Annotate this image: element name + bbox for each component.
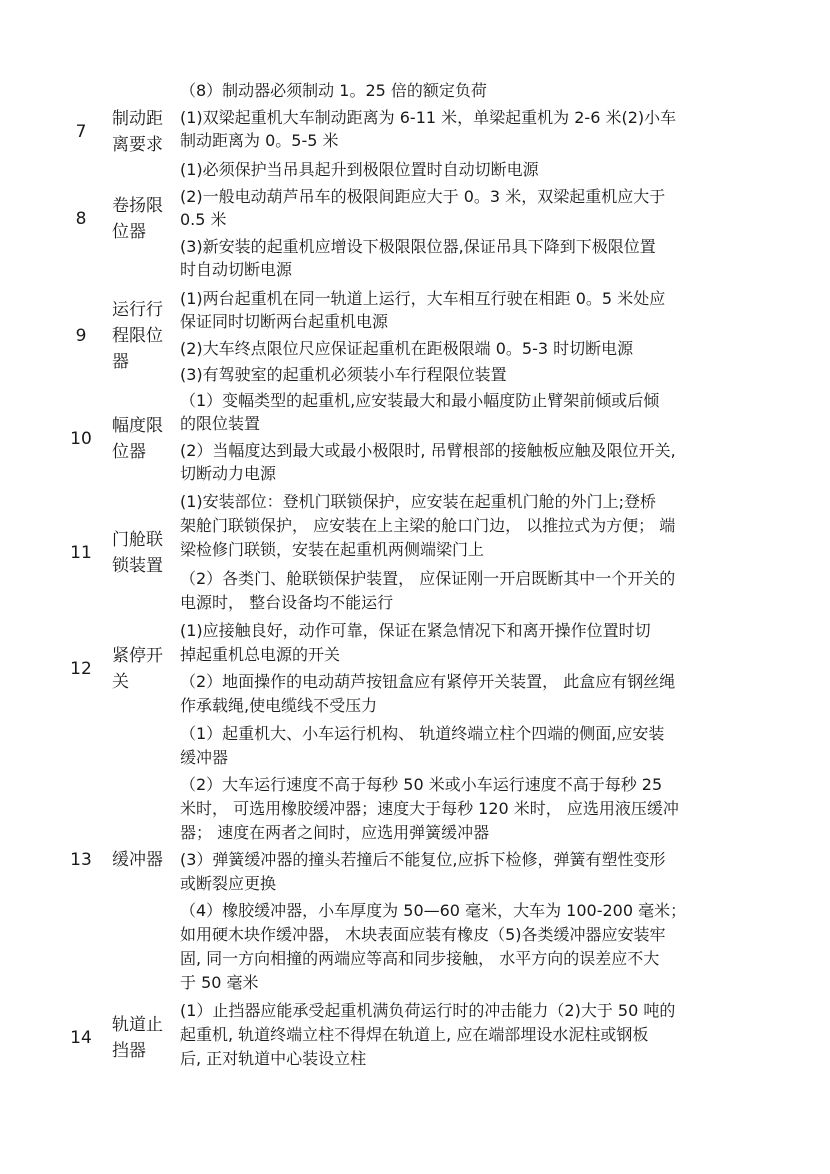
row-text-line: （1）起重机大、小车运行机构、 轨道终端立柱个四端的侧面,应安装 bbox=[180, 724, 665, 743]
row-text-line: 缓冲器 bbox=[180, 748, 229, 767]
row-text-line: 于 50 毫米 bbox=[180, 973, 259, 992]
row-title: 缓冲器 bbox=[112, 850, 163, 870]
row-text-line: (2)一般电动葫芦吊车的极限间距应大于 0。3 米，双梁起重机应大于 bbox=[180, 187, 666, 206]
row-text-line: （2）各类门、舱联锁保护装置， 应保证刚一开启既断其中一个开关的 bbox=[180, 569, 676, 588]
row-text-line: 架舱门联锁保护， 应安装在上主梁的舱口门边， 以推拉式为方便； 端 bbox=[180, 516, 676, 535]
row-title: 门舱联锁装置 bbox=[112, 530, 163, 576]
row-text-line: (1)应接触良好，动作可靠，保证在紧急情况下和离开操作位置时切 bbox=[180, 621, 651, 640]
row-text-line: 固, 同一方向相撞的两端应等高和同步接触， 水平方向的误差应不大 bbox=[180, 949, 660, 968]
row-number: 14 bbox=[70, 1028, 92, 1048]
row-text-line: 电源时， 整台设备均不能运行 bbox=[180, 593, 394, 612]
row-text-line: 的限位装置 bbox=[180, 414, 261, 433]
row-number: 7 bbox=[75, 122, 87, 142]
row-title: 紧停开关 bbox=[112, 646, 163, 692]
row-text-line: 制动距离为 0。5-5 米 bbox=[180, 131, 339, 150]
row-text-line: 时自动切断电源 bbox=[180, 260, 293, 279]
row-text-line: (3）弹簧缓冲器的撞头若撞后不能复位,应拆下检修，弹簧有塑性变形 bbox=[180, 850, 666, 869]
row-title: 轨道止挡器 bbox=[112, 1015, 163, 1061]
row-text-line: (3)新安装的起重机应增设下极限限位器,保证吊具下降到下极限位置 bbox=[180, 237, 656, 256]
row-number: 11 bbox=[70, 543, 92, 563]
row-number: 12 bbox=[70, 659, 92, 679]
row-text-line: 或断裂应更换 bbox=[180, 874, 277, 893]
row-text-line: 后, 正对轨道中心装设立柱 bbox=[180, 1049, 367, 1068]
row-title: 卷扬限位器 bbox=[112, 196, 163, 242]
row-text-line: 如用硬木块作缓冲器， 木块表面应装有橡皮（5)各类缓冲器应安装牢 bbox=[180, 925, 666, 944]
row-text-line: (2）当幅度达到最大或最小极限时, 吊臂根部的接触板应触及限位开关, bbox=[180, 441, 676, 460]
row-text-line: (1)必须保护当吊具起升到极限位置时自动切断电源 bbox=[180, 160, 539, 179]
row-text-line: 起重机, 轨道终端立柱不得焊在轨道上, 应在端部埋设水泥柱或钢板 bbox=[180, 1025, 649, 1044]
row-text-line: (1）止挡器应能承受起重机满负荷运行时的冲击能力（2)大于 50 吨的 bbox=[180, 1001, 676, 1020]
row-text-line: (1)安装部位：登机门联锁保护，应安装在起重机门舱的外门上;登桥 bbox=[180, 492, 657, 511]
row-title: 制动距离要求 bbox=[112, 109, 163, 155]
row-text-line: (1)两台起重机在同一轨道上运行，大车相互行驶在相距 0。5 米处应 bbox=[180, 289, 666, 308]
row-title: 幅度限位器 bbox=[112, 416, 163, 462]
row-number: 9 bbox=[75, 326, 87, 346]
row-text-line: 器； 速度在两者之间时，应选用弹簧缓冲器 bbox=[180, 823, 490, 842]
row-number: 10 bbox=[70, 429, 92, 449]
row-text-line: (2)大车终点限位尺应保证起重机在距极限端 0。5-3 时切断电源 bbox=[180, 339, 634, 358]
row-text-line: (1)双梁起重机大车制动距离为 6-11 米，单梁起重机为 2-6 米(2)小车 bbox=[180, 108, 677, 127]
row-title: 运行行程限位器 bbox=[112, 300, 163, 372]
row-text-line: （2）地面操作的电动葫芦按钮盒应有紧停开关装置， 此盒应有钢丝绳 bbox=[180, 672, 676, 691]
row-text-line: （4）橡胶缓冲器，小车厚度为 50—60 毫米，大车为 100-200 毫米； bbox=[180, 901, 687, 920]
row-text-line: 作承载绳,使电缆线不受压力 bbox=[180, 696, 378, 715]
row-text-line: （1）变幅类型的起重机,应安装最大和最小幅度防止臂架前倾或后倾 bbox=[180, 391, 660, 410]
row-text-line: （8）制动器必须制动 1。25 倍的额定负荷 bbox=[180, 81, 487, 100]
row-text-line: (3)有驾驶室的起重机必须装小车行程限位装置 bbox=[180, 365, 507, 384]
row-text-line: 0.5 米 bbox=[180, 210, 227, 229]
row-text-line: （2）大车运行速度不高于每秒 50 米或小车运行速度不高于每秒 25 bbox=[180, 775, 663, 794]
row-number: 8 bbox=[75, 209, 87, 229]
row-text-line: 切断动力电源 bbox=[180, 464, 277, 483]
row-text-line: 保证同时切断两台起重机电源 bbox=[180, 312, 389, 331]
row-text-line: 梁检修门联锁，安装在起重机两侧端梁门上 bbox=[180, 540, 485, 559]
row-number: 13 bbox=[70, 850, 92, 870]
row-text-line: 米时， 可选用橡胶缓冲器；速度大于每秒 120 米时， 应选用液压缓冲 bbox=[180, 799, 679, 818]
row-text-line: 掉起重机总电源的开关 bbox=[180, 645, 341, 664]
